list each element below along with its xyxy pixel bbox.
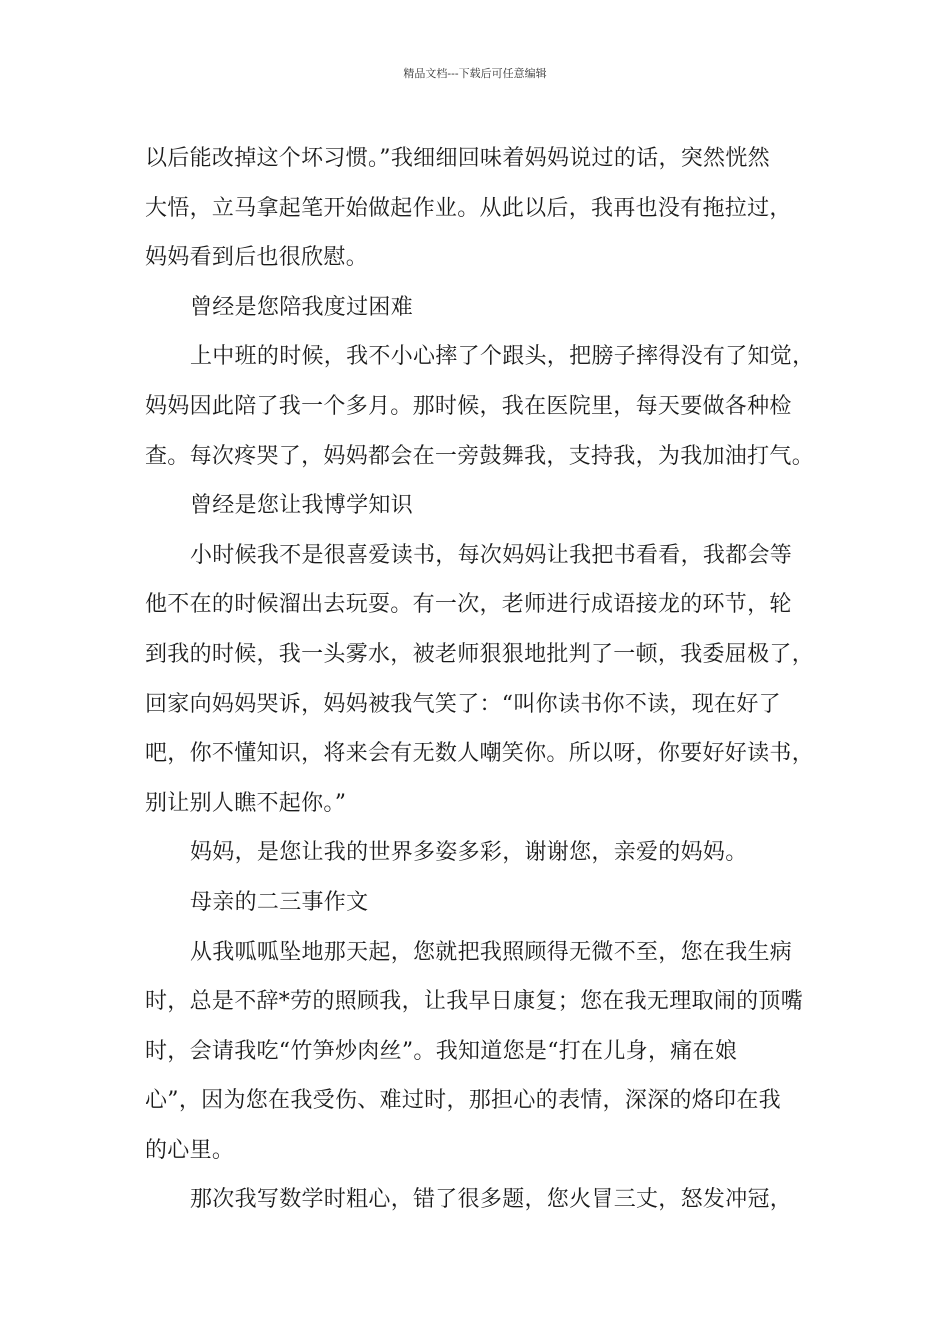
text-line: 心”，因为您在我受伤、难过时，那担心的表情，深深的烙印在我 bbox=[145, 1088, 781, 1114]
text-line: 到我的时候，我一头雾水，被老师狠狠地批判了一顿，我委屈极了， bbox=[145, 641, 815, 667]
section-heading: 曾经是您让我博学知识 bbox=[190, 493, 414, 519]
text-line: 的心里。 bbox=[145, 1137, 235, 1163]
text-line: 那次我写数学时粗心，错了很多题，您火冒三丈，怒发冲冠， bbox=[190, 1187, 793, 1213]
text-line: 妈妈，是您让我的世界多姿多彩，谢谢您，亲爱的妈妈。 bbox=[190, 840, 748, 866]
text-line: 妈妈因此陪了我一个多月。那时候，我在医院里，每天要做各种检 bbox=[145, 393, 792, 419]
text-line: 回家向妈妈哭诉，妈妈被我气笑了：“叫你读书你不读，现在好了 bbox=[145, 691, 781, 717]
text-line: 从我呱呱坠地那天起，您就把我照顾得无微不至，您在我生病 bbox=[190, 939, 793, 965]
text-line: 以后能改掉这个坏习惯。”我细细回味着妈妈说过的话，突然恍然 bbox=[145, 146, 770, 171]
text-line: 他不在的时候溜出去玩耍。有一次，老师进行成语接龙的环节，轮 bbox=[145, 592, 792, 618]
text-line: 妈妈看到后也很欣慰。 bbox=[145, 245, 369, 271]
section-heading: 曾经是您陪我度过困难 bbox=[190, 294, 414, 320]
text-line: 小时候我不是很喜爱读书，每次妈妈让我把书看看，我都会等 bbox=[190, 542, 793, 568]
text-line: 大悟，立马拿起笔开始做起作业。从此以后，我再也没有拖拉过， bbox=[145, 195, 792, 221]
text-line: 查。每次疼哭了，妈妈都会在一旁鼓舞我，支持我，为我加油打气。 bbox=[145, 443, 815, 469]
section-heading: 母亲的二三事作文 bbox=[190, 889, 369, 915]
text-line: 别让别人瞧不起你。” bbox=[145, 790, 347, 816]
page-header: 精品文档---下载后可任意编辑 bbox=[403, 67, 547, 80]
document-body bbox=[145, 134, 825, 1225]
text-line: 时，会请我吃“竹笋炒肉丝”。我知道您是“打在儿身，痛在娘 bbox=[145, 1038, 738, 1064]
text-line: 上中班的时候，我不小心摔了个跟头，把膀子摔得没有了知觉， bbox=[190, 344, 815, 370]
text-line: 吧，你不懂知识，将来会有无数人嘲笑你。所以呀，你要好好读书， bbox=[145, 741, 815, 767]
text-line: 时，总是不辞*劳的照顾我，让我早日康复；您在我无理取闹的顶嘴 bbox=[145, 989, 804, 1015]
